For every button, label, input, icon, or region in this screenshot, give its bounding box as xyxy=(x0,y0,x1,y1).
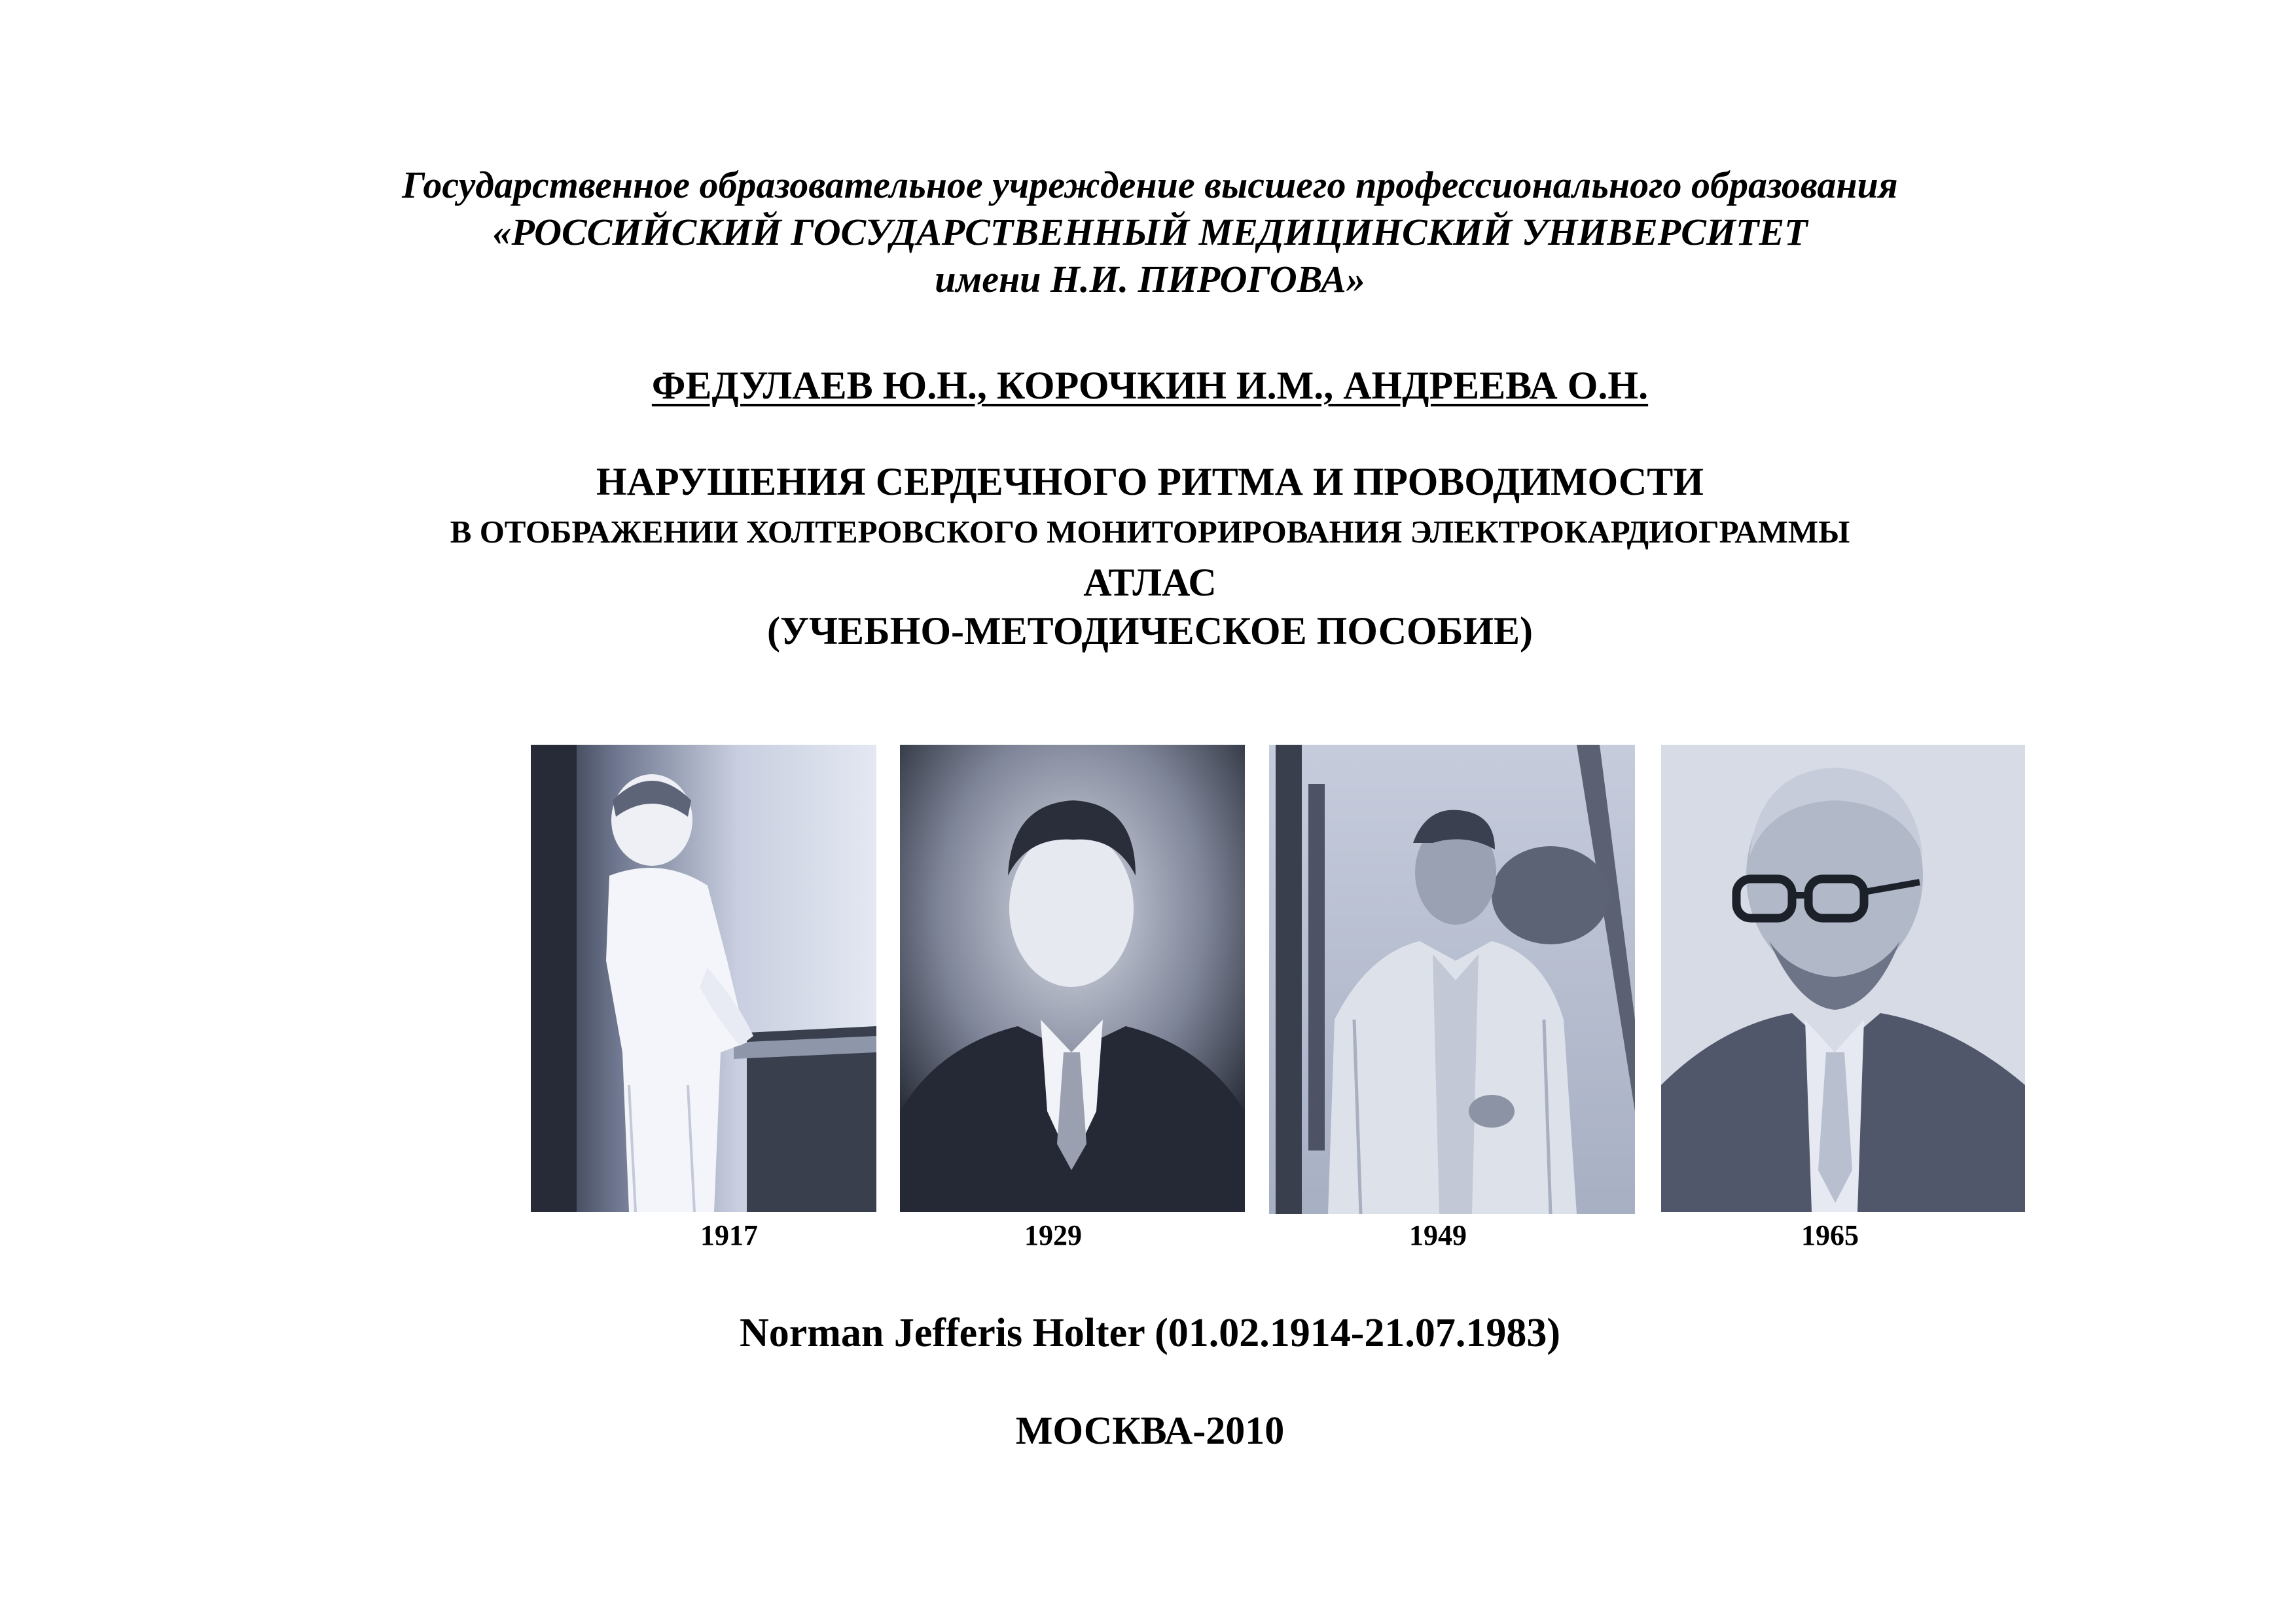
authors-line xyxy=(2,366,2296,405)
title-line-2: В ОТОБРАЖЕНИИ ХОЛТЕРОВСКОГО МОНИТОРИРОВАНИЯ ЭЛЕКТРОКАРДИОГРАММЫ xyxy=(450,514,1850,550)
authors: ФЕДУЛАЕВ Ю.Н., КОРОЧКИН И.М., АНДРЕЕВА О.Н. xyxy=(651,364,1649,407)
photo-young-man-1929 xyxy=(900,745,1245,1212)
city-year: МОСКВА-2010 xyxy=(1015,1409,1285,1452)
photo-year-3: 1949 xyxy=(1409,1219,1467,1251)
photo-year-2: 1929 xyxy=(1024,1219,1082,1251)
photo-man-ship-1949 xyxy=(1269,745,1635,1214)
photo-child-1917 xyxy=(531,745,876,1212)
photo-year-4: 1965 xyxy=(1801,1219,1859,1251)
title-line-1: НАРУШЕНИЯ СЕРДЕЧНОГО РИТМА И ПРОВОДИМОСТИ xyxy=(596,460,1704,503)
photo-bearded-man-1965 xyxy=(1661,745,2025,1212)
title-line-4: (УЧЕБНО-МЕТОДИЧЕСКОЕ ПОСОБИЕ) xyxy=(766,609,1534,652)
title-line-3: АТЛАС xyxy=(1083,561,1217,604)
institution-line-2: «РОССИЙСКИЙ ГОСУДАРСТВЕННЫЙ МЕДИЦИНСКИЙ УНИВЕРСИТЕТ xyxy=(492,211,1808,253)
holter-caption: Norman Jefferis Holter (01.02.1914-21.07.1983) xyxy=(739,1311,1561,1355)
photo-year-1: 1917 xyxy=(700,1219,758,1251)
institution-line-3: имени Н.И. ПИРОГОВА» xyxy=(935,258,1365,300)
institution-line-1: Государственное образовательное учреждение высшего профессионального образования xyxy=(402,164,1898,206)
